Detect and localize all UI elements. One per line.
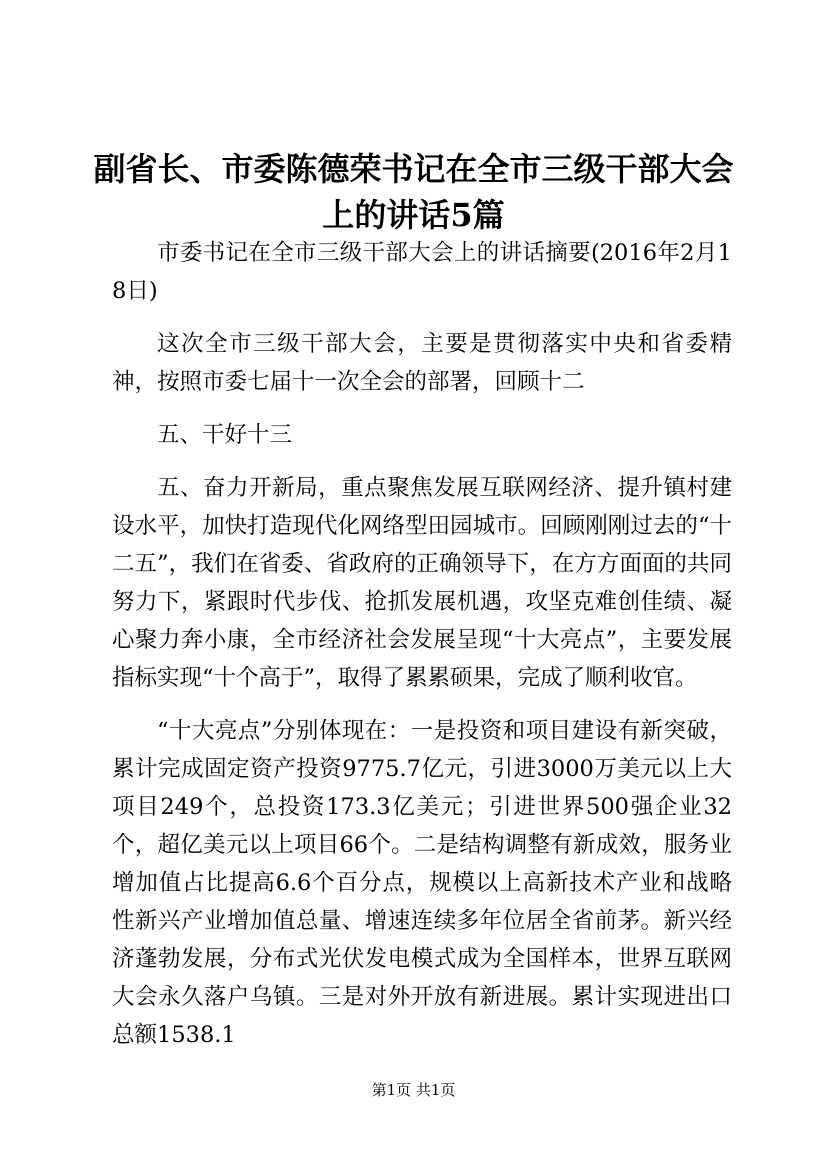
document-title [90, 146, 737, 238]
page-footer: 第1页 共1页 [371, 1081, 456, 1099]
paragraph-5: “十大亮点”分别体现在：一是投资和项目建设有新突破，累计完成固定资产投资9775.7亿元，引进3000万美元以上大项目249个，总投资173.3亿美元；引进世界500强企业32个，超亿美元以上项目66个。二是结构调整有新成效，服务业增加值占比提高6.6个百分点，规模以上高新技术产业和战略性新兴产业增加值总量、增速连续多年位居全省前茅。新兴经济蓬勃发展，分布式光伏发电模式成为全国样本，世界互联网大会永久落户乌镇。三是对外开放有新进展。累计实现进出口总额1538.1 [112, 718, 732, 1048]
title-line-1: 副省长、市委陈德荣书记在全市三级干部大会 [93, 150, 734, 188]
paragraph-3: 五、干好十三 [157, 422, 293, 448]
document-body [112, 234, 732, 1069]
paragraph-1: 市委书记在全市三级干部大会上的讲话摘要(2016年2月18日) [112, 240, 732, 304]
title-line-2: 上的讲话5篇 [322, 196, 505, 234]
paragraph-4: 五、奋力开新局，重点聚焦发展互联网经济、提升镇村建设水平，加快打造现代化网络型田园城市。回顾刚刚过去的“十二五”，我们在省委、省政府的正确领导下，在方方面面的共同努力下，紧跟时代步伐、抢抓发展机遇，攻坚克难创佳绩、凝心聚力奔小康，全市经济社会发展呈现“十大亮点”，主要发展指标实现“十个高于”，取得了累累硕果，完成了顺利收官。 [112, 475, 732, 691]
paragraph-2: 这次全市三级干部大会，主要是贯彻落实中央和省委精神，按照市委七届十一次全会的部署，回顾十二 [112, 331, 732, 395]
